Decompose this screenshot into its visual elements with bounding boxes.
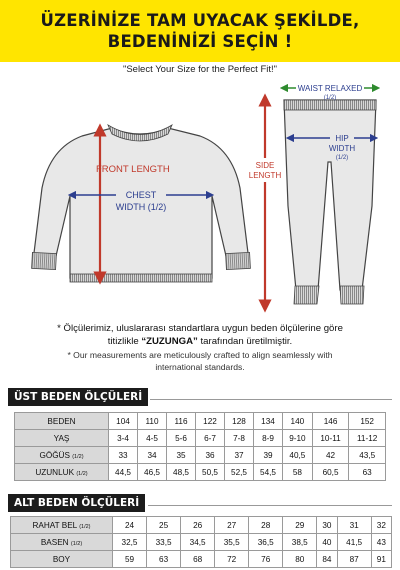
bottom-table-rule bbox=[148, 505, 392, 506]
table-cell: 10-11 bbox=[312, 430, 349, 447]
table-cell: 80 bbox=[283, 551, 317, 568]
table-cell: 44,5 bbox=[109, 464, 138, 481]
table-cell: 8-9 bbox=[254, 430, 283, 447]
table-cell: 58 bbox=[283, 464, 313, 481]
row-label bbox=[11, 551, 113, 568]
table-cell: 40,5 bbox=[283, 447, 313, 464]
size-guide-illustration bbox=[0, 78, 400, 318]
brand-name: “ZUZUNGA” bbox=[141, 336, 198, 347]
table-cell: 25 bbox=[147, 517, 181, 534]
hip-width-label: WIDTH bbox=[328, 144, 356, 153]
table-cell: 87 bbox=[337, 551, 371, 568]
table-cell: 36,5 bbox=[249, 534, 283, 551]
table-cell: 24 bbox=[113, 517, 147, 534]
table-cell: 27 bbox=[215, 517, 249, 534]
row-label-text: RAHAT BEL bbox=[32, 520, 77, 530]
bottom-table-title: ALT BEDEN ÖLÇÜLERİ bbox=[8, 494, 145, 512]
row-label bbox=[15, 413, 109, 430]
row-unit: (1/2) bbox=[72, 453, 84, 460]
table-cell: 5-6 bbox=[167, 430, 196, 447]
top-table-rule bbox=[150, 399, 392, 400]
side-length-label: LENGTH bbox=[248, 171, 282, 180]
table-cell: 43,5 bbox=[349, 447, 386, 464]
table-cell: 122 bbox=[196, 413, 225, 430]
table-row bbox=[11, 551, 392, 568]
table-row bbox=[11, 517, 392, 534]
table-cell: 39 bbox=[254, 447, 283, 464]
table-cell: 30 bbox=[317, 517, 337, 534]
top-table-title: ÜST BEDEN ÖLÇÜLERİ bbox=[8, 388, 148, 406]
table-cell: 7-8 bbox=[225, 430, 254, 447]
table-cell: 43 bbox=[371, 534, 391, 551]
measurement-notes bbox=[0, 322, 400, 373]
table-cell: 38,5 bbox=[283, 534, 317, 551]
chest-width-label: WIDTH (1/2) bbox=[115, 202, 167, 212]
table-cell: 35 bbox=[167, 447, 196, 464]
row-unit: (1/2) bbox=[76, 470, 88, 477]
table-cell: 63 bbox=[349, 464, 386, 481]
table-cell: 9-10 bbox=[283, 430, 313, 447]
table-cell: 4-5 bbox=[138, 430, 167, 447]
hip-unit-label: (1/2) bbox=[335, 155, 349, 161]
table-cell: 26 bbox=[181, 517, 215, 534]
row-label-text: GÖĞÜS bbox=[39, 450, 70, 460]
note-en-line-2: international standards. bbox=[155, 361, 245, 372]
table-cell: 76 bbox=[249, 551, 283, 568]
table-cell: 36 bbox=[196, 447, 225, 464]
table-cell: 6-7 bbox=[196, 430, 225, 447]
table-cell: 91 bbox=[371, 551, 391, 568]
waist-label: WAIST RELAXED bbox=[297, 84, 363, 93]
chest-label: CHEST bbox=[125, 190, 157, 200]
note-tr-line-2-start: titizlikle bbox=[107, 336, 142, 347]
header-banner bbox=[0, 0, 400, 62]
table-cell: 63 bbox=[147, 551, 181, 568]
row-label-text: BOY bbox=[52, 554, 71, 564]
table-row bbox=[15, 464, 386, 481]
table-cell: 3-4 bbox=[109, 430, 138, 447]
row-label bbox=[15, 464, 109, 481]
table-cell: 72 bbox=[215, 551, 249, 568]
banner-line-2: BEDENİNİZİ SEÇİN ! bbox=[107, 32, 293, 51]
row-unit: (1/2) bbox=[70, 540, 83, 547]
table-cell: 128 bbox=[225, 413, 254, 430]
table-cell: 35,5 bbox=[215, 534, 249, 551]
row-label-text: BASEN bbox=[40, 537, 69, 547]
banner-line-1: ÜZERİNİZE TAM UYACAK ŞEKİLDE, bbox=[40, 11, 360, 30]
table-cell: 59 bbox=[113, 551, 147, 568]
row-label bbox=[15, 430, 109, 447]
table-cell: 146 bbox=[312, 413, 349, 430]
table-cell: 46,5 bbox=[138, 464, 167, 481]
row-label bbox=[11, 517, 113, 534]
table-cell: 33 bbox=[109, 447, 138, 464]
table-cell: 42 bbox=[312, 447, 349, 464]
row-label-text: UZUNLUK bbox=[35, 467, 75, 477]
hip-label: HIP bbox=[335, 134, 349, 143]
table-cell: 37 bbox=[225, 447, 254, 464]
bottom-size-table bbox=[10, 516, 392, 568]
table-cell: 40 bbox=[317, 534, 337, 551]
table-row bbox=[15, 447, 386, 464]
table-cell: 60,5 bbox=[312, 464, 349, 481]
table-cell: 33,5 bbox=[147, 534, 181, 551]
table-cell: 54,5 bbox=[254, 464, 283, 481]
top-size-table bbox=[14, 412, 386, 481]
table-row bbox=[15, 430, 386, 447]
table-cell: 68 bbox=[181, 551, 215, 568]
subtitle: "Select Your Size for the Perfect Fit!" bbox=[122, 64, 278, 75]
table-cell: 34,5 bbox=[181, 534, 215, 551]
table-cell: 29 bbox=[283, 517, 317, 534]
row-label bbox=[11, 534, 113, 551]
table-cell: 32,5 bbox=[113, 534, 147, 551]
row-label-text: YAŞ bbox=[53, 433, 70, 443]
table-cell: 52,5 bbox=[225, 464, 254, 481]
table-cell: 104 bbox=[109, 413, 138, 430]
table-cell: 134 bbox=[254, 413, 283, 430]
row-label-text: BEDEN bbox=[47, 416, 76, 426]
table-cell: 152 bbox=[349, 413, 386, 430]
table-cell: 116 bbox=[167, 413, 196, 430]
row-unit: (1/2) bbox=[79, 523, 91, 530]
table-cell: 140 bbox=[283, 413, 313, 430]
table-cell: 84 bbox=[317, 551, 337, 568]
note-tr-line-2 bbox=[0, 335, 400, 348]
row-label bbox=[15, 447, 109, 464]
table-row bbox=[15, 413, 386, 430]
table-cell: 41,5 bbox=[337, 534, 371, 551]
waist-unit-label: (1/2) bbox=[323, 95, 337, 101]
table-cell: 32 bbox=[371, 517, 391, 534]
table-cell: 28 bbox=[249, 517, 283, 534]
table-cell: 110 bbox=[138, 413, 167, 430]
table-cell: 31 bbox=[337, 517, 371, 534]
front-length-label: FRONT LENGTH bbox=[96, 164, 170, 175]
side-label: SIDE bbox=[255, 161, 275, 170]
note-tr-line-1: * Ölçülerimiz, uluslararası standartlara uygun beden ölçülerine göre bbox=[57, 323, 343, 334]
pants-drawing bbox=[284, 100, 376, 304]
table-cell: 50,5 bbox=[196, 464, 225, 481]
table-cell: 11-12 bbox=[349, 430, 386, 447]
table-row bbox=[11, 534, 392, 551]
note-en-line-1: * Our measurements are meticulously crafted to align seamlessly with bbox=[67, 350, 333, 360]
note-tr-line-2-end: tarafından üretilmiştir. bbox=[197, 336, 293, 347]
table-cell: 48,5 bbox=[167, 464, 196, 481]
table-cell: 34 bbox=[138, 447, 167, 464]
